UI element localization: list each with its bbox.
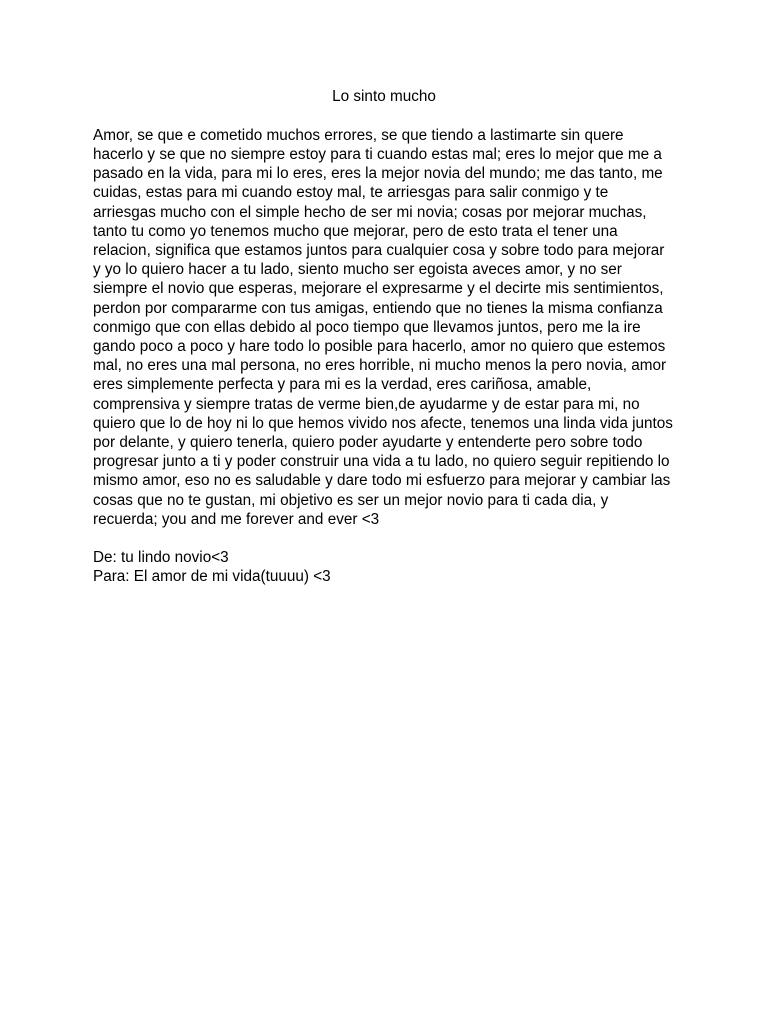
document-title: Lo sinto mucho	[332, 88, 436, 105]
signature-to: Para: El amor de mi vida(tuuuu) <3	[93, 568, 331, 586]
document-body: Amor, se que e cometido muchos errores, se que tiendo a lastimarte sin quere hacerlo y se que no siempre estoy para ti cuando estas mal; eres lo mejor que me a pasado en la vida, para mi lo eres, eres la mejor novia del mundo; me das tanto, me cuidas, estas para mi cuando estoy mal, te arriesgas para salir conmigo y te arriesgas mucho con el simple hecho de ser mi novia; cosas por mejorar muchas, tanto tu como yo tenemos mucho que mejorar, pero de esto trata el tener una relacion, significa que estamos juntos para cualquier cosa y sobre todo para mejorar y yo lo quiero hacer a tu lado, siento mucho ser egoista aveces amor, y no ser siempre el novio que esperas, mejorare el expresarme y el decirte mis sentimientos, perdon por compararme con tus amigas, entiendo que no tienes la misma confianza conmigo que con ellas debido al poco tiempo que llevamos juntos, pero me la ire gando poco a poco y hare todo lo posible para hacerlo, amor no quiero que estemos mal, no eres una mal persona, no eres horrible, ni mucho menos la pero novia, amor eres simplemente perfecta y para mi es la verdad, eres cariñosa, amable, comprensiva y siempre tratas de verme bien,de ayudarme y de estar para mi, no quiero que lo de hoy ni lo que hemos vivido nos afecte, tenemos una linda vida juntos por delante, y quiero tenerla, quiero poder ayudarte y entenderte pero sobre todo progresar junto a ti y poder construir una vida a tu lado, no quiero seguir repitiendo lo mismo amor, eso no es saludable y dare todo mi esfuerzo para mejorar y cambiar las cosas que no te gustan, mi objetivo es ser un mejor novio para ti cada dia, y recuerda; you and me forever and ever <3	[93, 126, 673, 528]
signature-block	[93, 548, 675, 586]
signature-from: De: tu lindo novio<3	[93, 549, 229, 567]
